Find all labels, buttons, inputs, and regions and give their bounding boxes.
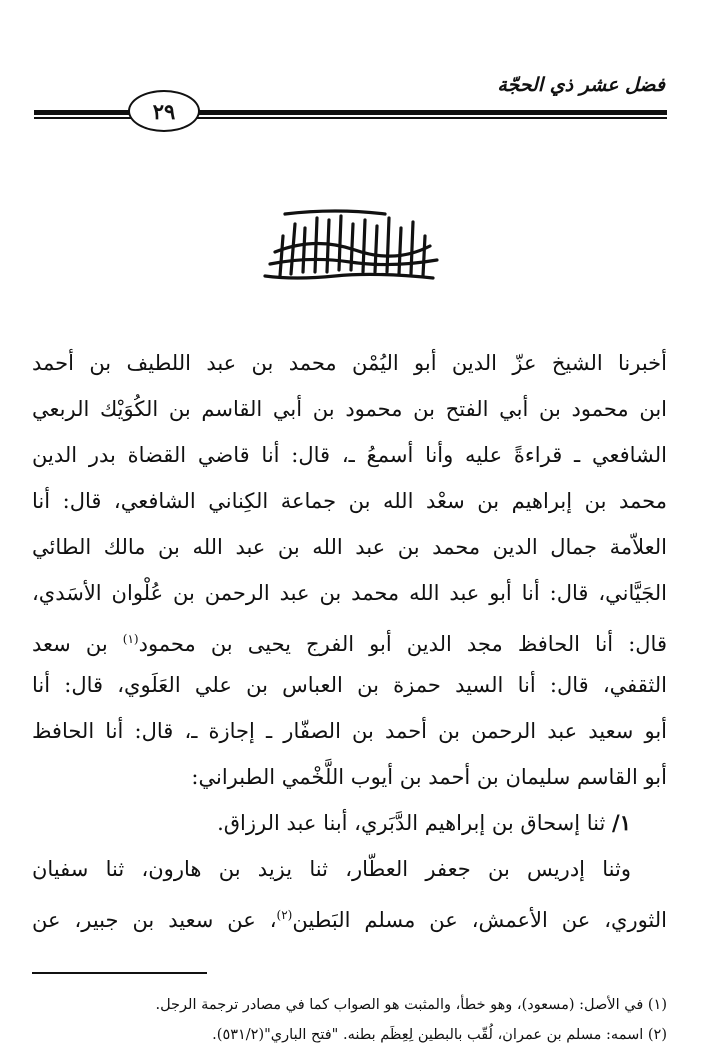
footnote-1: (١) في الأصل: (مسعود)، وهو خطأ، والمثبت هو الصواب كما في مصادر ترجمة الرجل. (155, 997, 667, 1013)
footnotes (32, 990, 667, 1050)
page-number-badge: ٢٩ (128, 90, 200, 132)
main-text (32, 340, 667, 938)
text-line-1: أخبرنا الشيخ عزّ الدين أبو اليُمْن محمد بن عبد اللطيف بن أحمد (32, 351, 667, 375)
text-line-11-main: ثنا إسحاق بن إبراهيم الدَّبَري، أبنا عبد الرزاق. (217, 811, 606, 835)
text-line-12: وثنا إدريس بن جعفر العطّار، ثنا يزيد بن هارون، ثنا سفيان (32, 857, 631, 881)
text-line-13-tail: ، عن سعيد بن جبير، عن (32, 908, 277, 932)
text-line-4: محمد بن إبراهيم بن سعْد الله بن جماعة الكِناني الشافعي، قال: أنا (32, 489, 667, 513)
basmala-calligraphy (255, 206, 445, 286)
hadith-number: ١/ (612, 810, 631, 835)
text-line-6: الجَيَّاني، قال: أنا أبو عبد الله محمد بن عبد الرحمن بن عُلْوان الأسَدي، (32, 581, 667, 605)
footnote-separator (32, 972, 207, 974)
text-line-5: العلاّمة جمال الدين محمد بن عبد الله بن عبد الله بن مالك الطائي (32, 535, 667, 559)
running-header-title: فضل عشر ذي الحجّة (497, 74, 665, 96)
text-line-10: أبو القاسم سليمان بن أحمد بن أيوب اللَّخْمي الطبراني: (191, 765, 667, 789)
text-line-11 (32, 800, 667, 846)
text-line-7 (32, 616, 667, 662)
text-line-7-main: قال: أنا الحافظ مجد الدين أبو الفرج يحيى بن محمود (138, 632, 667, 656)
text-line-7-tail: بن سعد (32, 632, 108, 656)
text-line-9: أبو سعيد عبد الرحمن بن أحمد بن الصفّار ـ إجازة ـ، قال: أنا الحافظ (32, 719, 667, 743)
text-line-3: الشافعي ـ قراءةً عليه وأنا أسمعُ ـ، قال: أنا قاضي القضاة بدر الدين (32, 443, 667, 467)
footnote-ref-1: (١) (122, 632, 139, 646)
footnote-2: (٢) اسمه: مسلم بن عمران، لُقّب بالبطين لِعِظَم بطنه. "فتح الباري"(٥٣١/٢). (212, 1027, 667, 1043)
footnote-ref-2: (٢) (276, 908, 293, 922)
text-line-2: ابن محمود بن أبي الفتح بن محمود بن أبي القاسم بن الكُوَيْك الربعي (32, 397, 667, 421)
text-line-13 (32, 892, 667, 938)
text-line-8: الثقفي، قال: أنا السيد حمزة بن العباس بن علي العَلَوي، قال: أنا (32, 673, 667, 697)
text-line-13-main: الثوري، عن الأعمش، عن مسلم البَطين (292, 908, 667, 932)
